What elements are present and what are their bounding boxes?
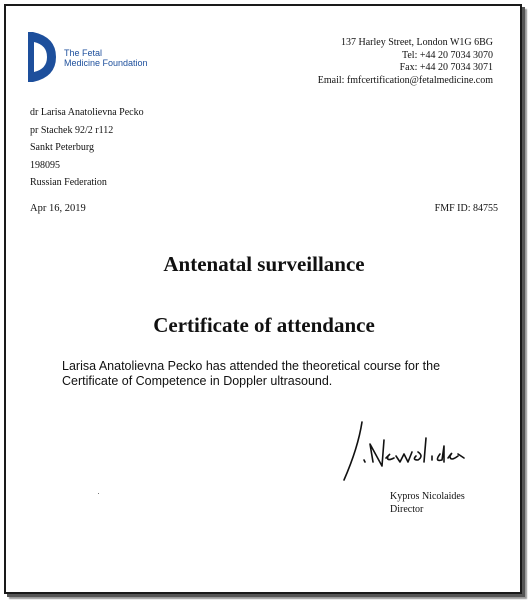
logo-line-2: Medicine Foundation [64,58,148,68]
fmf-d-logo-icon [26,31,58,83]
contact-address: 137 Harley Street, London W1G 6BG [340,37,493,48]
scan-speck [98,493,99,494]
logo-wordmark [64,48,148,68]
recipient-address [30,104,144,192]
recipient-street: pr Stachek 92/2 r112 [30,124,114,136]
signatory-role: Director [390,504,424,515]
course-title: Antenatal surveillance [163,252,365,276]
logo-line-1: The Fetal [64,48,103,58]
signatory-name: Kypros Nicolaides [390,491,465,502]
recipient-city: Sankt Peterburg [30,142,94,153]
fmf-id: FMF ID: 84755 [434,203,498,214]
signatory-block [390,490,465,516]
contact-email: Email: fmfcertification@fetalmedicine.com [317,74,493,86]
certificate-title: Certificate of attendance [153,313,375,337]
statement-line-1: Larisa Anatolievna Pecko has attended the theoretical course for the [62,359,441,373]
recipient-postcode: 198095 [30,159,60,171]
attendance-statement [62,359,482,389]
statement-line-2: Certificate of Competence in Doppler ultrasound. [62,374,333,388]
recipient-name: dr Larisa Anatolievna Pecko [30,107,144,118]
recipient-country: Russian Federation [30,177,107,188]
contact-tel: Tel: +44 20 7034 3070 [401,49,493,61]
issue-date: Apr 16, 2019 [30,203,86,214]
contact-fax: Fax: +44 20 7034 3071 [399,62,493,73]
contact-block [318,37,493,87]
director-signature [340,418,480,488]
fmf-logo [26,31,156,83]
